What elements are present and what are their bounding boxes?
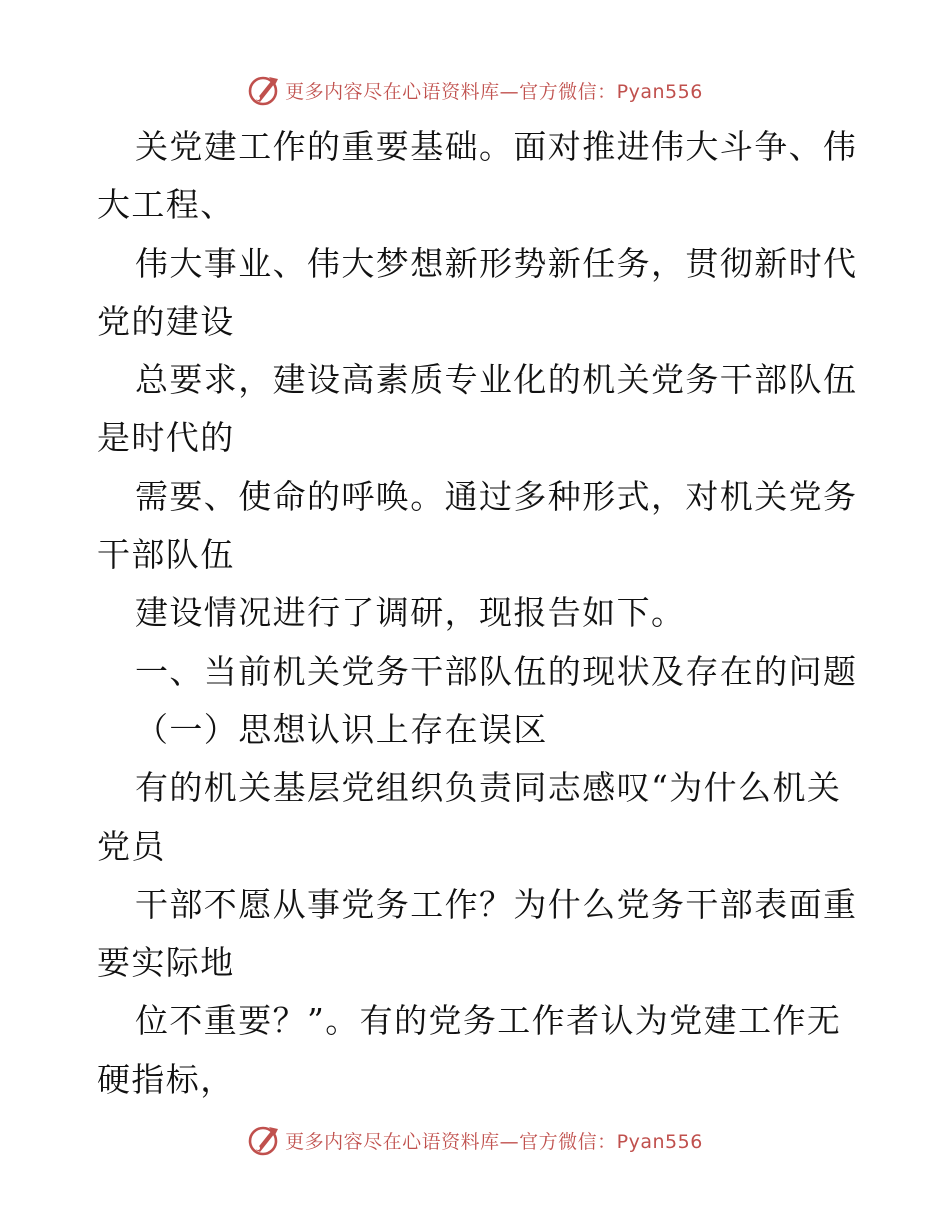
text-line: 总要求，建设高素质专业化的机关党务干部队伍 bbox=[135, 360, 858, 400]
footer-banner-text: 更多内容尽在心语资料库—官方微信：Pyan556 bbox=[285, 1130, 703, 1153]
subsection-heading: （一）思想认识上存在误区 bbox=[135, 709, 548, 749]
header-banner-text: 更多内容尽在心语资料库—官方微信：Pyan556 bbox=[285, 80, 703, 103]
text-line: 需要、使命的呼唤。通过多种形式，对机关党务 bbox=[135, 476, 858, 516]
header-banner bbox=[0, 70, 950, 110]
text-line: 党的建设 bbox=[97, 301, 235, 341]
text-line: 是时代的 bbox=[97, 418, 235, 458]
text-line: 建设情况进行了调研，现报告如下。 bbox=[135, 593, 686, 633]
text-line: 干部队伍 bbox=[97, 535, 235, 575]
text-line: 党员 bbox=[97, 826, 166, 866]
text-line: 伟大事业、伟大梦想新形势新任务，贯彻新时代 bbox=[135, 243, 858, 283]
body-text bbox=[97, 118, 857, 1109]
text-line: 大工程、 bbox=[97, 185, 235, 225]
text-line: 关党建工作的重要基础。面对推进伟大斗争、伟 bbox=[135, 127, 858, 166]
text-line: 干部不愿从事党务工作？为什么党务干部表面重 bbox=[135, 884, 858, 924]
text-line: 要实际地 bbox=[97, 943, 235, 983]
quill-pen-icon bbox=[247, 1123, 281, 1157]
footer-banner bbox=[0, 1120, 950, 1160]
text-line: 有的机关基层党组织负责同志感叹“为什么机关 bbox=[135, 768, 842, 808]
text-line: 硬指标， bbox=[97, 1059, 235, 1099]
section-heading: 一、当前机关党务干部队伍的现状及存在的问题 bbox=[135, 651, 858, 691]
quill-pen-icon bbox=[247, 73, 281, 107]
text-line: 位不重要？”。有的党务工作者认为党建工作无 bbox=[135, 1001, 842, 1041]
